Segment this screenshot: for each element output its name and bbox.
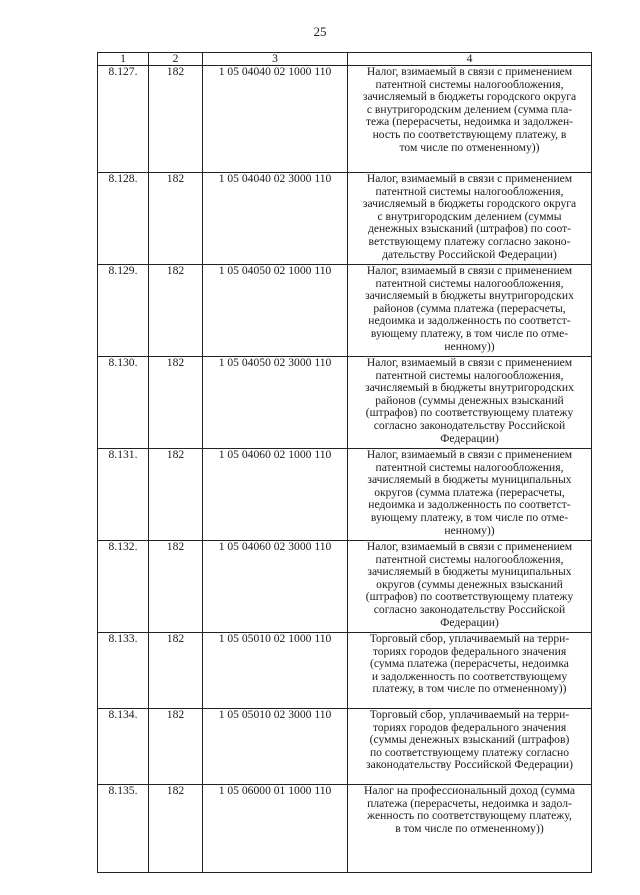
description-line: патентной системы налогообложения, [375, 552, 564, 566]
description-line: Налог, взимаемый в связи с применением [366, 172, 573, 185]
description-cell [348, 785, 592, 873]
description-line: районов (суммы денежных взысканий [375, 393, 564, 407]
table-row [98, 633, 592, 709]
row-number-cell: 8.132. [98, 541, 149, 633]
description-line: женность по соответствующему платежу, [367, 809, 572, 823]
description-line: зачисляемый в бюджеты внутригородских [365, 289, 574, 303]
description-line: тежа (перерасчеты, недоимка и задолжен- [365, 115, 574, 129]
description-line: недоимка и задолженность по соответст- [368, 314, 571, 328]
description-cell [348, 173, 592, 265]
table-header [98, 53, 592, 66]
description-cell [348, 633, 592, 709]
description-line: Налог, взимаемый в связи с применением [366, 264, 573, 277]
row-number-cell: 8.129. [98, 265, 149, 357]
description-line: ториях городов федерального значения [372, 720, 567, 734]
description-line: Федерации) [440, 431, 499, 445]
description-line: зачисляемый в бюджеты городского округа [362, 197, 577, 211]
description-cell [348, 709, 592, 785]
description-line: Налог, взимаемый в связи с применением [366, 65, 573, 78]
description-line: (штрафов) по соответствующему платежу [365, 590, 574, 604]
description-line: с внутригородским делением (суммы [377, 209, 562, 223]
description-line: патентной системы налогообложения, [375, 460, 564, 474]
admin-code-cell: 182 [149, 265, 203, 357]
row-number-cell: 8.127. [98, 66, 149, 173]
table-body [98, 66, 592, 873]
column-header-4: 4 [348, 53, 592, 66]
budget-code-cell: 1 05 04060 02 1000 110 [203, 449, 348, 541]
admin-code-cell: 182 [149, 449, 203, 541]
row-number-cell: 8.131. [98, 449, 149, 541]
description-cell [348, 265, 592, 357]
description-line: ненному)) [444, 523, 495, 537]
description-line: Налог, взимаемый в связи с применением [366, 540, 573, 553]
description-line: Налог, взимаемый в связи с применением [366, 356, 573, 369]
table-row [98, 173, 592, 265]
description-cell [348, 357, 592, 449]
description-line: ториях городов федерального значения [372, 644, 567, 658]
description-line: ность по соответствующему платежу, в [372, 127, 567, 141]
row-number-cell: 8.133. [98, 633, 149, 709]
description-line: согласно законодательству Российской [373, 418, 566, 432]
description-line: и задолженность по соответствующему [371, 669, 568, 683]
description-line: платежа (перерасчеты, недоимка и задол- [367, 796, 572, 810]
row-number-cell: 8.128. [98, 173, 149, 265]
description-line: вующему платежу, в том числе по отме- [370, 326, 569, 340]
description-line: Торговый сбор, уплачиваемый на терри- [369, 632, 570, 645]
description-line: том числе по отмененному)) [399, 140, 540, 154]
page-number: 25 [313, 24, 327, 39]
description-line: в том числе по отмененному)) [395, 821, 544, 835]
description-line: патентной системы налогообложения, [375, 368, 564, 382]
description-line: округов (сумма платежа (перерасчеты, [374, 485, 565, 499]
table-row [98, 66, 592, 173]
budget-code-cell: 1 05 06000 01 1000 110 [203, 785, 348, 873]
admin-code-cell: 182 [149, 633, 203, 709]
budget-code-cell: 1 05 04040 02 1000 110 [203, 66, 348, 173]
description-line: дательству Российской Федерации) [382, 247, 557, 261]
description-line: (суммы денежных взысканий (штрафов) [369, 733, 570, 747]
description-line: зачисляемый в бюджеты внутригородских [365, 381, 574, 395]
description-cell [348, 449, 592, 541]
description-line: патентной системы налогообложения, [375, 77, 564, 91]
column-header-1: 1 [98, 53, 149, 66]
description-line: законодательству Российской Федерации) [366, 758, 573, 772]
description-line: патентной системы налогообложения, [375, 276, 564, 290]
budget-code-cell: 1 05 04040 02 3000 110 [203, 173, 348, 265]
table-row [98, 449, 592, 541]
description-line: патентной системы налогообложения, [375, 184, 564, 198]
description-line: платежу, в том числе по отмененному)) [372, 682, 567, 696]
row-number-cell: 8.135. [98, 785, 149, 873]
description-line: районов (сумма платежа (перерасчеты, [373, 301, 566, 315]
budget-code-cell: 1 05 05010 02 3000 110 [203, 709, 348, 785]
budget-code-cell: 1 05 04060 02 3000 110 [203, 541, 348, 633]
admin-code-cell: 182 [149, 357, 203, 449]
header-row [98, 53, 592, 66]
budget-code-table [97, 52, 592, 873]
description-line: (сумма платежа (перерасчеты, недоимка [370, 657, 569, 671]
description-line: вующему платежу, в том числе по отме- [370, 510, 569, 524]
description-line: денежных взысканий (штрафов) по соот- [367, 222, 572, 236]
admin-code-cell: 182 [149, 66, 203, 173]
row-number-cell: 8.134. [98, 709, 149, 785]
admin-code-cell: 182 [149, 173, 203, 265]
description-line: (штрафов) по соответствующему платежу [365, 406, 574, 420]
description-line: Налог на профессиональный доход (сумма [363, 784, 576, 797]
description-line: с внутригородским делением (сумма пла- [366, 102, 573, 116]
description-line: Федерации) [440, 615, 499, 629]
description-line: зачисляемый в бюджеты муниципальных [367, 473, 572, 487]
description-cell [348, 541, 592, 633]
table-row [98, 265, 592, 357]
description-line: согласно законодательству Российской [373, 602, 566, 616]
description-line: Торговый сбор, уплачиваемый на терри- [369, 708, 570, 721]
description-line: ветствующему платежу согласно законо- [368, 234, 571, 248]
description-line: по соответствующему платежу согласно [369, 745, 570, 759]
table-row [98, 785, 592, 873]
description-line: округов (суммы денежных взысканий [376, 577, 563, 591]
description-line: Налог, взимаемый в связи с применением [366, 448, 573, 461]
admin-code-cell: 182 [149, 541, 203, 633]
budget-code-cell: 1 05 04050 02 1000 110 [203, 265, 348, 357]
admin-code-cell: 182 [149, 785, 203, 873]
admin-code-cell: 182 [149, 709, 203, 785]
description-line: зачисляемый в бюджеты городского округа [362, 90, 577, 104]
table-row [98, 709, 592, 785]
column-header-2: 2 [149, 53, 203, 66]
budget-code-cell: 1 05 04050 02 3000 110 [203, 357, 348, 449]
description-line: ненному)) [444, 339, 495, 353]
description-line: зачисляемый в бюджеты муниципальных [367, 565, 572, 579]
budget-code-cell: 1 05 05010 02 1000 110 [203, 633, 348, 709]
row-number-cell: 8.130. [98, 357, 149, 449]
description-cell [348, 66, 592, 173]
table-row [98, 357, 592, 449]
table-row [98, 541, 592, 633]
description-line: недоимка и задолженность по соответст- [368, 498, 571, 512]
column-header-3: 3 [203, 53, 348, 66]
